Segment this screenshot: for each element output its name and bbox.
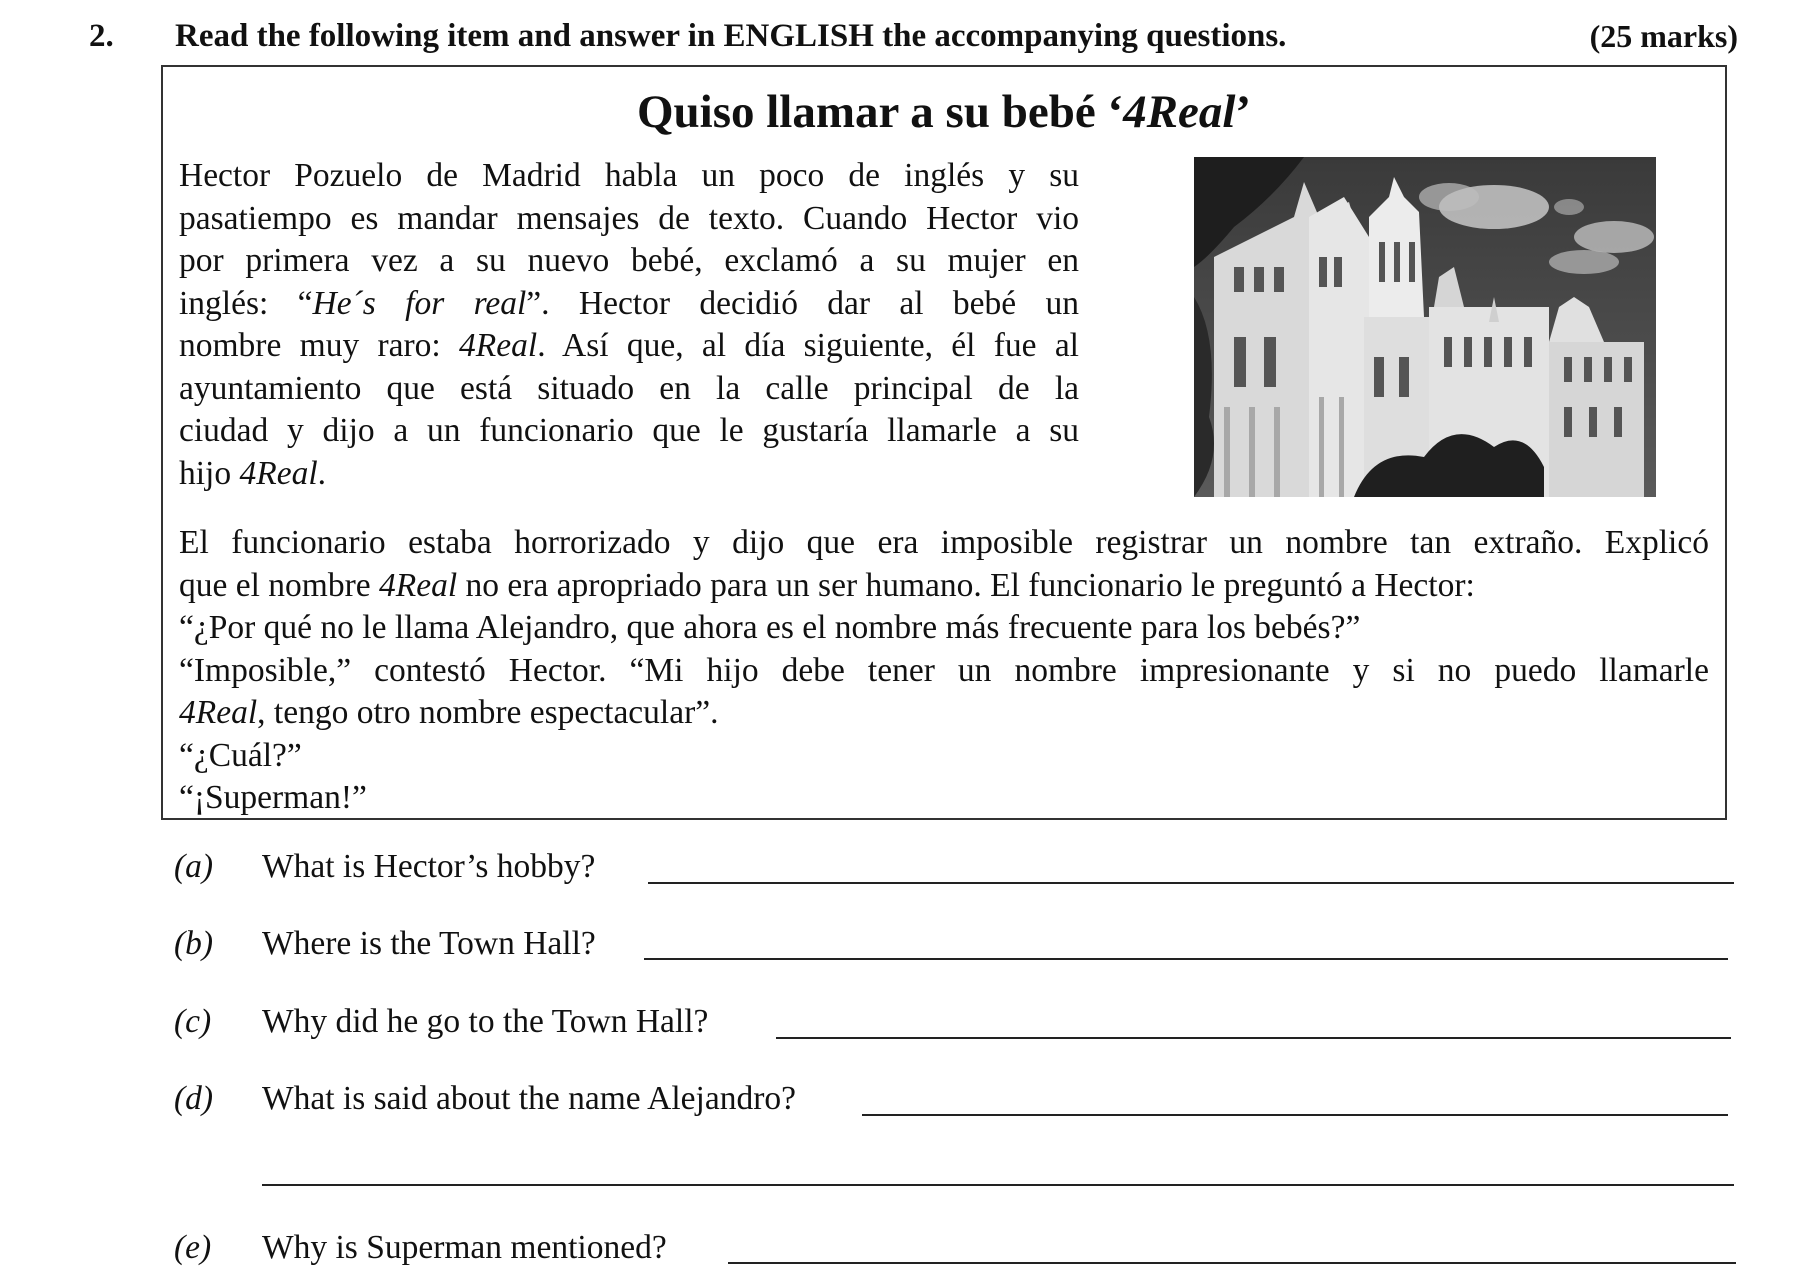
- question-text: What is Hector’s hobby?: [262, 848, 596, 885]
- instruction-text: Read the following item and answer in ENGLISH the accompanying questions.: [175, 18, 1287, 54]
- answer-line-c[interactable]: [776, 1037, 1731, 1039]
- article-paragraph-2: [179, 522, 1709, 820]
- paragraph-line: “¿Cuál?”: [179, 736, 302, 774]
- paragraph-line: por primera vez a su nuevo bebé, exclamó a su mujer en: [179, 242, 1079, 279]
- title-italic: 4Real: [1123, 86, 1236, 138]
- title-quote: ’: [1235, 86, 1252, 138]
- question-label: (d): [174, 1080, 214, 1117]
- answer-line-e[interactable]: [728, 1262, 1736, 1264]
- question-text: Why did he go to the Town Hall?: [262, 1003, 709, 1040]
- question-number: 2.: [89, 18, 114, 54]
- question-text: Why is Superman mentioned?: [262, 1229, 667, 1266]
- question-label: (a): [174, 848, 214, 885]
- marks-label: (25 marks): [1589, 18, 1738, 54]
- paragraph-line: ayuntamiento que está situado en la calle principal de la: [179, 369, 1079, 407]
- article-title: [163, 85, 1725, 139]
- paragraph-line: hijo 4Real.: [179, 454, 327, 492]
- answer-line-d[interactable]: [862, 1114, 1728, 1116]
- town-hall-photo: [1194, 157, 1656, 497]
- answer-line-a[interactable]: [648, 882, 1734, 884]
- question-text: What is said about the name Alejandro?: [262, 1080, 796, 1117]
- paragraph-line: “¿Por qué no le llama Alejandro, que ahora es el nombre más frecuente para los bebés?”: [179, 609, 1361, 646]
- paragraph-line: Hector Pozuelo de Madrid habla un poco de inglés y su: [179, 157, 1079, 194]
- paragraph-line: inglés: “He´s for real”. Hector decidió dar al bebé un: [179, 284, 1079, 322]
- paragraph-line: El funcionario estaba horrorizado y dijo que era imposible registrar un nombre tan extraño. Explicó: [179, 524, 1709, 561]
- paragraph-line: ciudad y dijo a un funcionario que le gustaría llamarle a su: [179, 412, 1079, 449]
- paragraph-line: que el nombre 4Real no era apropriado para un ser humano. El funcionario le preguntó a Hector:: [179, 566, 1475, 604]
- question-text: Where is the Town Hall?: [262, 925, 596, 962]
- answer-line-d-continued[interactable]: [262, 1184, 1734, 1186]
- article-paragraph-1: [179, 155, 1079, 495]
- title-text: Quiso llamar a su bebé ‘: [636, 86, 1124, 138]
- paragraph-line: nombre muy raro: 4Real. Así que, al día siguiente, él fue al: [179, 327, 1079, 364]
- paragraph-line: pasatiempo es mandar mensajes de texto. Cuando Hector vio: [179, 199, 1079, 237]
- question-label: (b): [174, 925, 214, 962]
- question-label: (e): [174, 1229, 212, 1266]
- article-box: [161, 65, 1727, 820]
- paragraph-line: “Imposible,” contestó Hector. “Mi hijo debe tener un nombre impresionante y si no puedo llamarle: [179, 651, 1709, 689]
- answer-line-b[interactable]: [644, 958, 1728, 960]
- paragraph-line: 4Real, tengo otro nombre espectacular”.: [179, 694, 719, 731]
- paragraph-line: “¡Superman!”: [179, 779, 367, 816]
- question-label: (c): [174, 1003, 212, 1040]
